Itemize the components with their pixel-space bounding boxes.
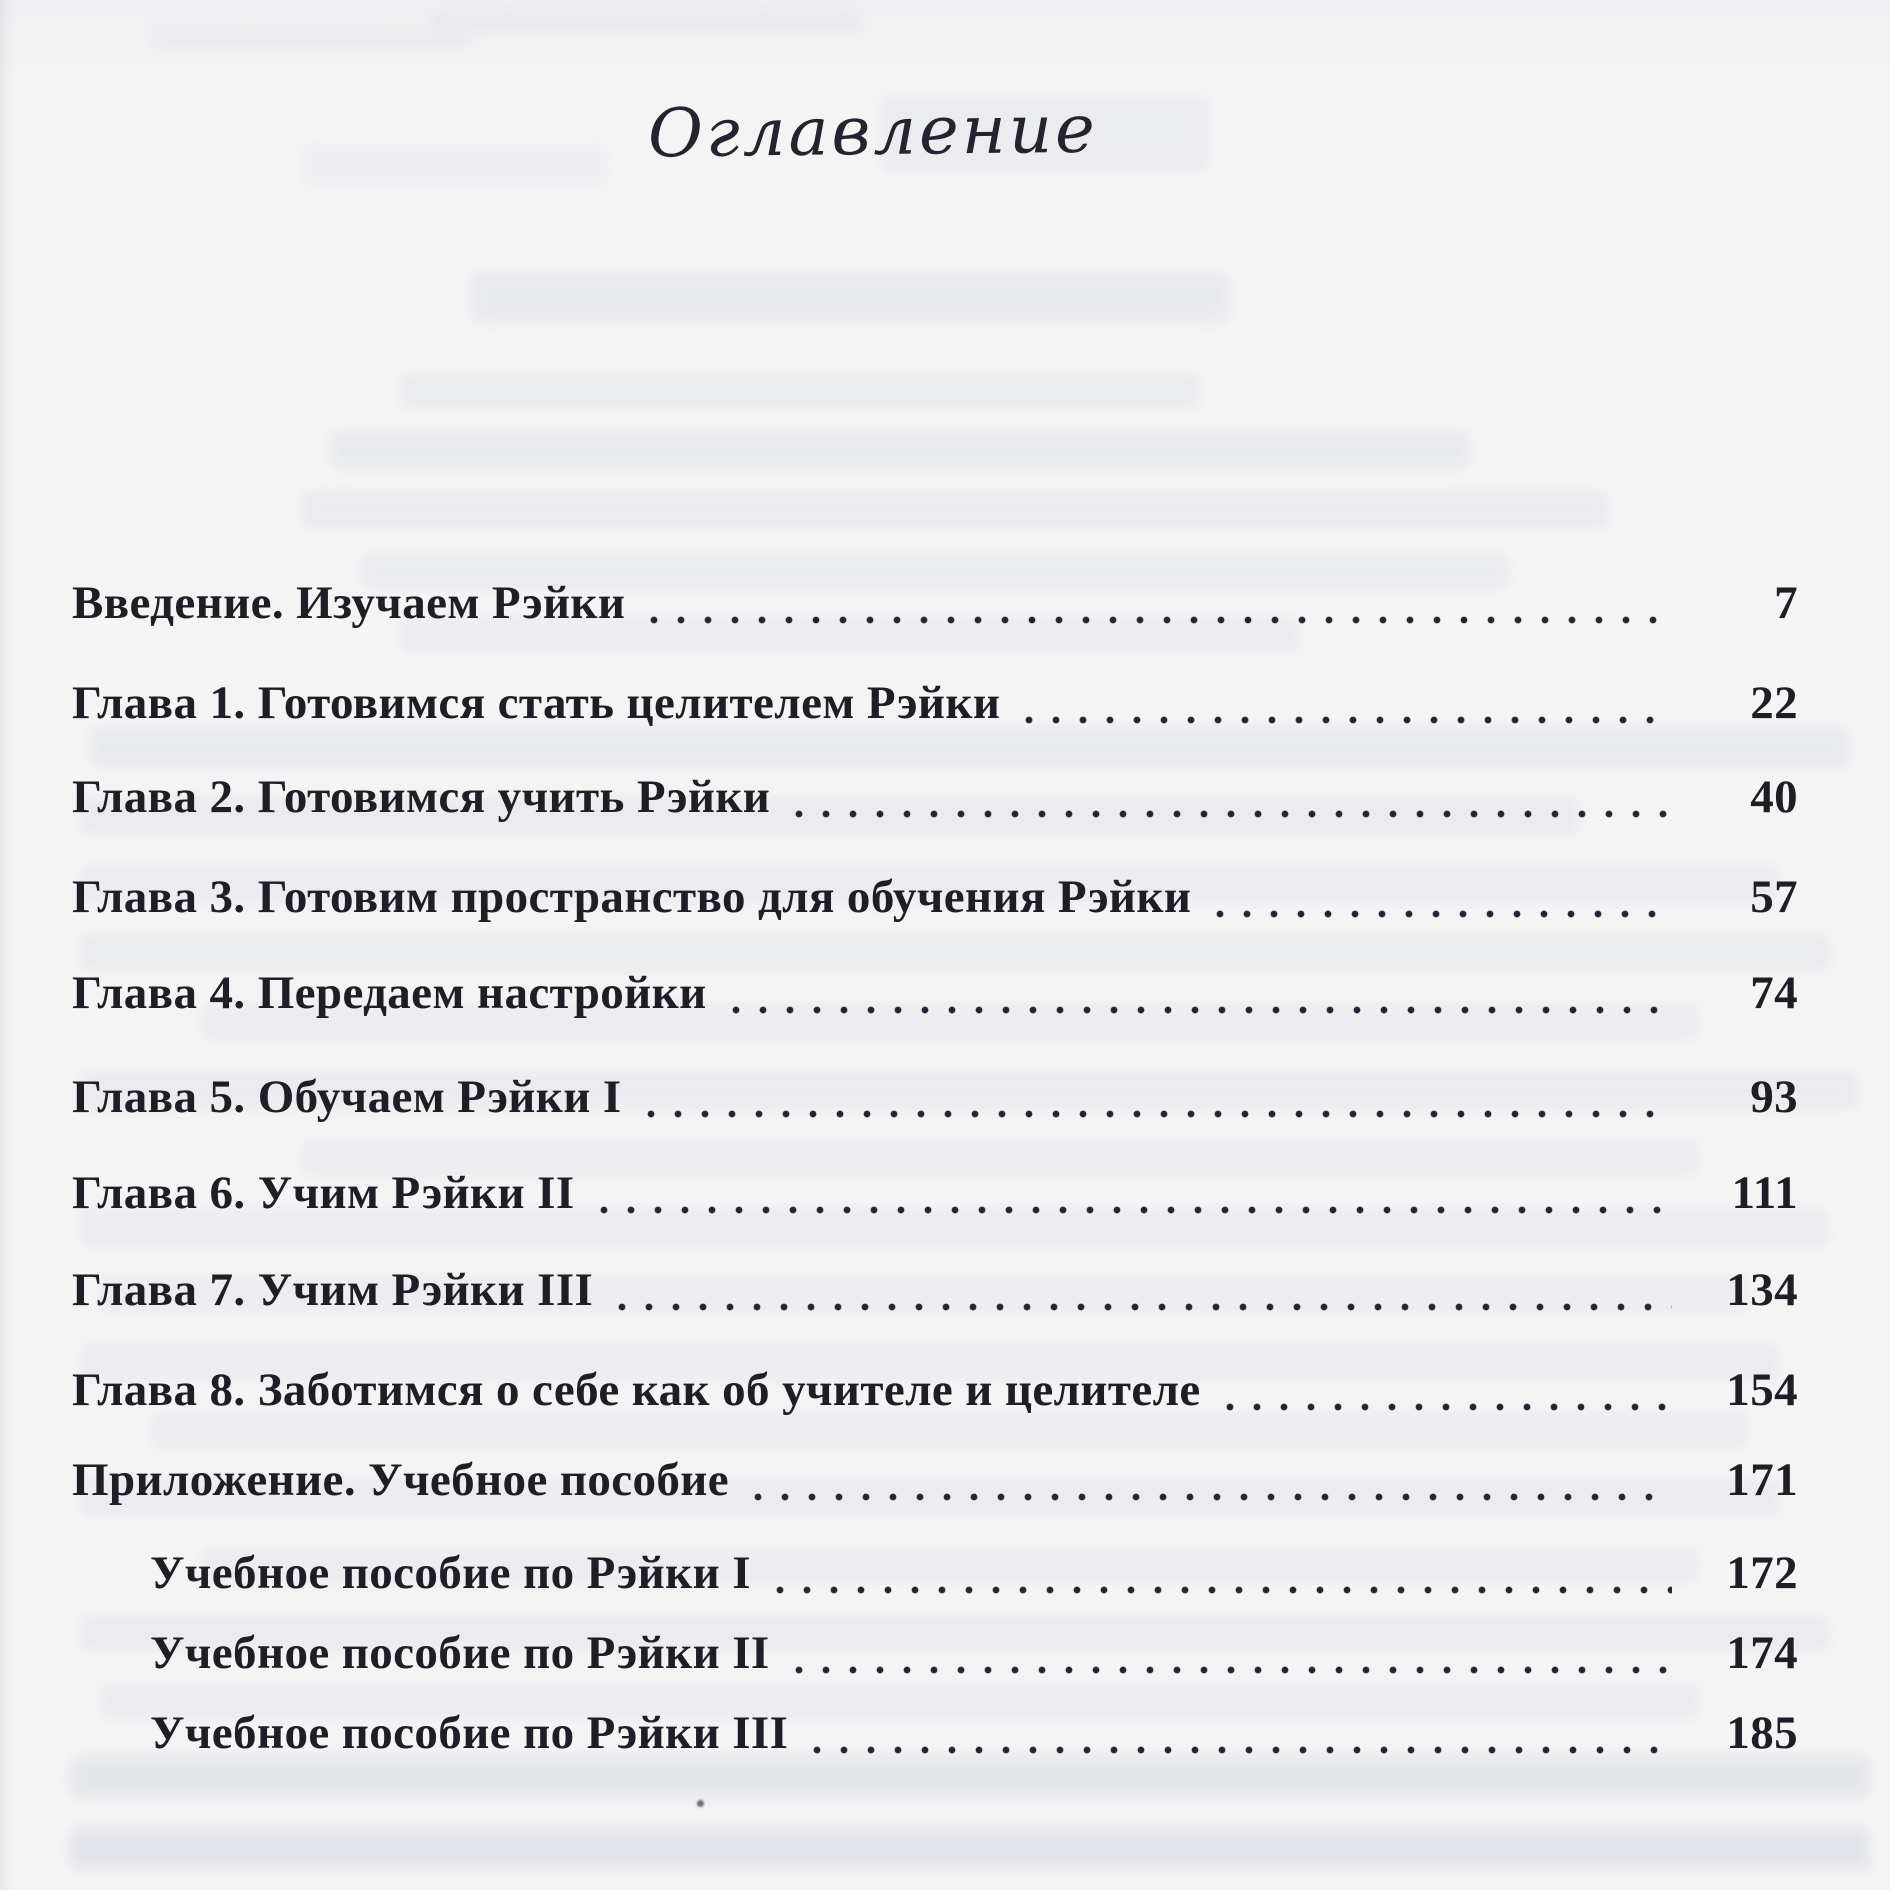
toc-entry-label: Учебное пособие по Рэйки I xyxy=(150,1547,751,1599)
toc-entry-label: Глава 6. Учим Рэйки II xyxy=(72,1167,575,1219)
dot-leader xyxy=(804,1706,1672,1766)
toc-entry xyxy=(72,1166,1798,1226)
dot-leader xyxy=(767,1546,1672,1606)
toc-entry xyxy=(150,1706,1798,1766)
toc-entry-page-number: 154 xyxy=(1726,1364,1798,1416)
page-title: Оглавление xyxy=(647,89,1099,173)
ink-speck xyxy=(697,1800,704,1807)
toc-entry-page-number: 111 xyxy=(1731,1167,1798,1219)
toc-entry-page-number: 174 xyxy=(1726,1627,1798,1679)
toc-entry xyxy=(72,1070,1798,1130)
toc-entry-page-number: 74 xyxy=(1750,967,1798,1019)
toc-entry xyxy=(72,770,1798,830)
dot-leader xyxy=(723,966,1672,1026)
toc-entry-label: Глава 3. Готовим пространство для обучения Рэйки xyxy=(72,871,1192,923)
toc-entry xyxy=(150,1626,1798,1686)
toc-entry-label: Глава 2. Готовимся учить Рэйки xyxy=(72,771,771,823)
dot-leader xyxy=(641,576,1672,636)
toc-entry-label: Глава 4. Передаем настройки xyxy=(72,967,707,1019)
dot-leader xyxy=(638,1070,1672,1130)
toc-entry-page-number: 171 xyxy=(1726,1454,1798,1506)
dot-leader xyxy=(591,1166,1672,1226)
toc-entry xyxy=(150,1546,1798,1606)
toc-entry xyxy=(72,1363,1798,1423)
toc-entry-page-number: 172 xyxy=(1726,1547,1798,1599)
toc-entry-label: Приложение. Учебное пособие xyxy=(72,1454,730,1506)
toc-entry-page-number: 93 xyxy=(1750,1071,1798,1123)
toc-entry xyxy=(72,1453,1798,1513)
dot-leader xyxy=(1217,1363,1672,1423)
toc-entry-label: Глава 1. Готовимся стать целителем Рэйки xyxy=(72,677,1001,729)
dot-leader xyxy=(1207,870,1672,930)
toc-entry-page-number: 57 xyxy=(1750,871,1798,923)
toc-entry-page-number: 40 xyxy=(1750,771,1798,823)
toc-entry-label: Учебное пособие по Рэйки II xyxy=(150,1627,770,1679)
toc-entry-page-number: 7 xyxy=(1774,577,1798,629)
toc-entry-page-number: 22 xyxy=(1750,677,1798,729)
toc-entry xyxy=(72,576,1798,636)
toc-entry-page-number: 185 xyxy=(1726,1707,1798,1759)
toc-entry xyxy=(72,870,1798,930)
dot-leader xyxy=(609,1263,1672,1323)
toc-entry xyxy=(72,966,1798,1026)
toc-entry xyxy=(72,676,1798,736)
toc-entry-label: Глава 8. Заботимся о себе как об учителе и целителе xyxy=(72,1364,1201,1416)
dot-leader xyxy=(745,1453,1672,1513)
dot-leader xyxy=(786,1626,1672,1686)
dot-leader xyxy=(786,770,1672,830)
dot-leader xyxy=(1016,676,1672,736)
toc-entry-label: Глава 5. Обучаем Рэйки I xyxy=(72,1071,622,1123)
toc-entry xyxy=(72,1263,1798,1323)
toc-entry-page-number: 134 xyxy=(1726,1264,1798,1316)
toc-entry-label: Введение. Изучаем Рэйки xyxy=(72,577,626,629)
toc-entry-label: Глава 7. Учим Рэйки III xyxy=(72,1264,594,1316)
toc-entry-label: Учебное пособие по Рэйки III xyxy=(150,1707,789,1759)
